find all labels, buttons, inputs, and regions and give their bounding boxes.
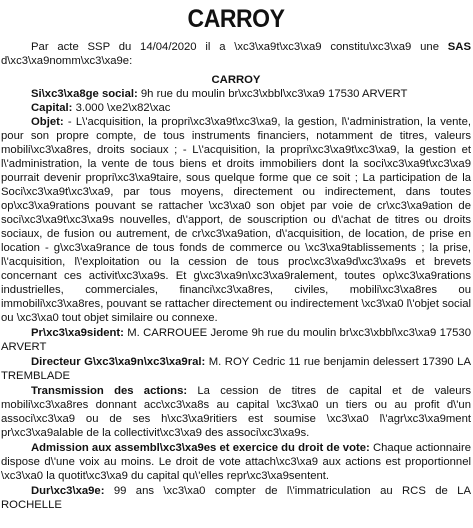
- president-label: Pr\xc3\xa9sident:: [31, 327, 124, 339]
- transmission-label: Transmission des actions:: [31, 385, 188, 397]
- admission-value: Chaque actionnaire dispose d\'une voix au moins. Le droit de vote attach\xc3\xa9 aux actions est proportionnel \xc3\xa0 la quotit\xc3\xa9 du capital qu\'elles repr\xc3\xa9sentent.: [1, 442, 471, 482]
- siege-label: Si\xc3\xa8ge social:: [31, 88, 138, 100]
- objet-value: - L\'acquisition, la propri\xc3\xa9t\xc3\xa9, la gestion, l\'administration, la vente, pour son propre compte, de tous instruments financiers, notamment de titres, valeurs mobili\xc3\xa8res, droits sociaux ; - L\'acquisition, la propri\xc3\xa9t\xc3\xa9, la gestion et l\'administration, la vente de tous biens et droits immobiliers dont la soci\xc3\xa9t\xc3\xa9 pourrait devenir propri\xc3\xa9taire, sous quelque forme que ce soit ; La participation de la Soci\xc3\xa9t\xc3\xa9, par tous moyens, directement ou indirectement, dans toutes op\xc3\xa9rations pouvant se rattacher \xc3\xa0 son objet par voie de cr\xc3\xa9ation de soci\xc3\xa9t\xc3\xa9s nouvelles, d\'apport, de souscription ou d\'achat de titres ou droits sociaux, de fusion ou autrement, de cr\xc3\xa9ation, d\'acquisition, de location, de prise en location - g\xc3\xa9rance de tous fonds de commerce ou \xc3\xa9tablissements ; la prise, l\'acquisition, l\'exploitation ou la cession de tous proc\xc3\xa9d\xc3\xa9s et brevets concernant ces activit\xc3\xa9s. Et g\xc3\xa9n\xc3\xa9ralement, toutes op\xc3\xa9rations industrielles, commerciales, financi\xc3\xa8res, civiles, mobili\xc3\xa8res ou immobili\xc3\xa8res, pouvant se rattacher directement ou indirectement \xc3\xa0 l\'objet social ou \xc3\xa0 tout objet similaire ou connexe.: [1, 116, 471, 324]
- transmission-value: La cession de titres de capital et de valeurs mobili\xc3\xa8res donnant acc\xc3\xa8s au capital \xc3\xa0 un tiers ou au profit d\'un associ\xc3\xa9 ou de ses h\xc3\xa9ritiers est soumise \xc3\xa0 l\'agr\xc3\xa9ment pr\xc3\xa9alable de la collectivit\xc3\xa9 des associ\xc3\xa9s.: [1, 385, 471, 439]
- duree-value: 99 ans \xc3\xa0 compter de l\'immatriculation au RCS de LA ROCHELLE: [1, 485, 471, 511]
- duree-paragraph: [1, 484, 471, 512]
- president-value: M. CARROUEE Jerome 9h rue du moulin br\xc3\xbbl\xc3\xa9 17530 ARVERT: [1, 327, 471, 353]
- directeur-value: M. ROY Cedric 11 rue benjamin delessert 17390 LA TREMBLADE: [1, 356, 471, 382]
- siege-paragraph: [1, 87, 471, 101]
- intro-text-1: Par acte SSP du 14/04/2020 il a \xc3\xa9t\xc3\xa9 constitu\xc3\xa9 une: [31, 41, 448, 53]
- duree-label: Dur\xc3\xa9e:: [31, 485, 105, 497]
- president-paragraph: [1, 326, 471, 354]
- admission-label: Admission aux assembl\xc3\xa9es et exercice du droit de vote:: [31, 442, 370, 454]
- directeur-paragraph: [1, 355, 471, 383]
- company-name: CARROY: [211, 74, 261, 86]
- objet-label: Objet:: [31, 116, 64, 128]
- objet-paragraph: [1, 115, 471, 325]
- admission-paragraph: [1, 441, 471, 483]
- intro-text-2: d\xc3\xa9nomm\xc3\xa9e:: [1, 55, 133, 67]
- capital-paragraph: [1, 101, 471, 115]
- notice-title: CARROY: [187, 5, 285, 33]
- capital-value: 3.000 \xe2\x82\xac: [72, 102, 171, 114]
- transmission-paragraph: [1, 384, 471, 440]
- siege-value: 9h rue du moulin br\xc3\xbbl\xc3\xa9 17530 ARVERT: [137, 88, 408, 100]
- intro-company-type: SAS: [447, 41, 471, 53]
- capital-label: Capital:: [31, 102, 73, 114]
- intro-paragraph: [1, 40, 471, 68]
- directeur-label: Directeur G\xc3\xa9n\xc3\xa9ral:: [31, 356, 206, 368]
